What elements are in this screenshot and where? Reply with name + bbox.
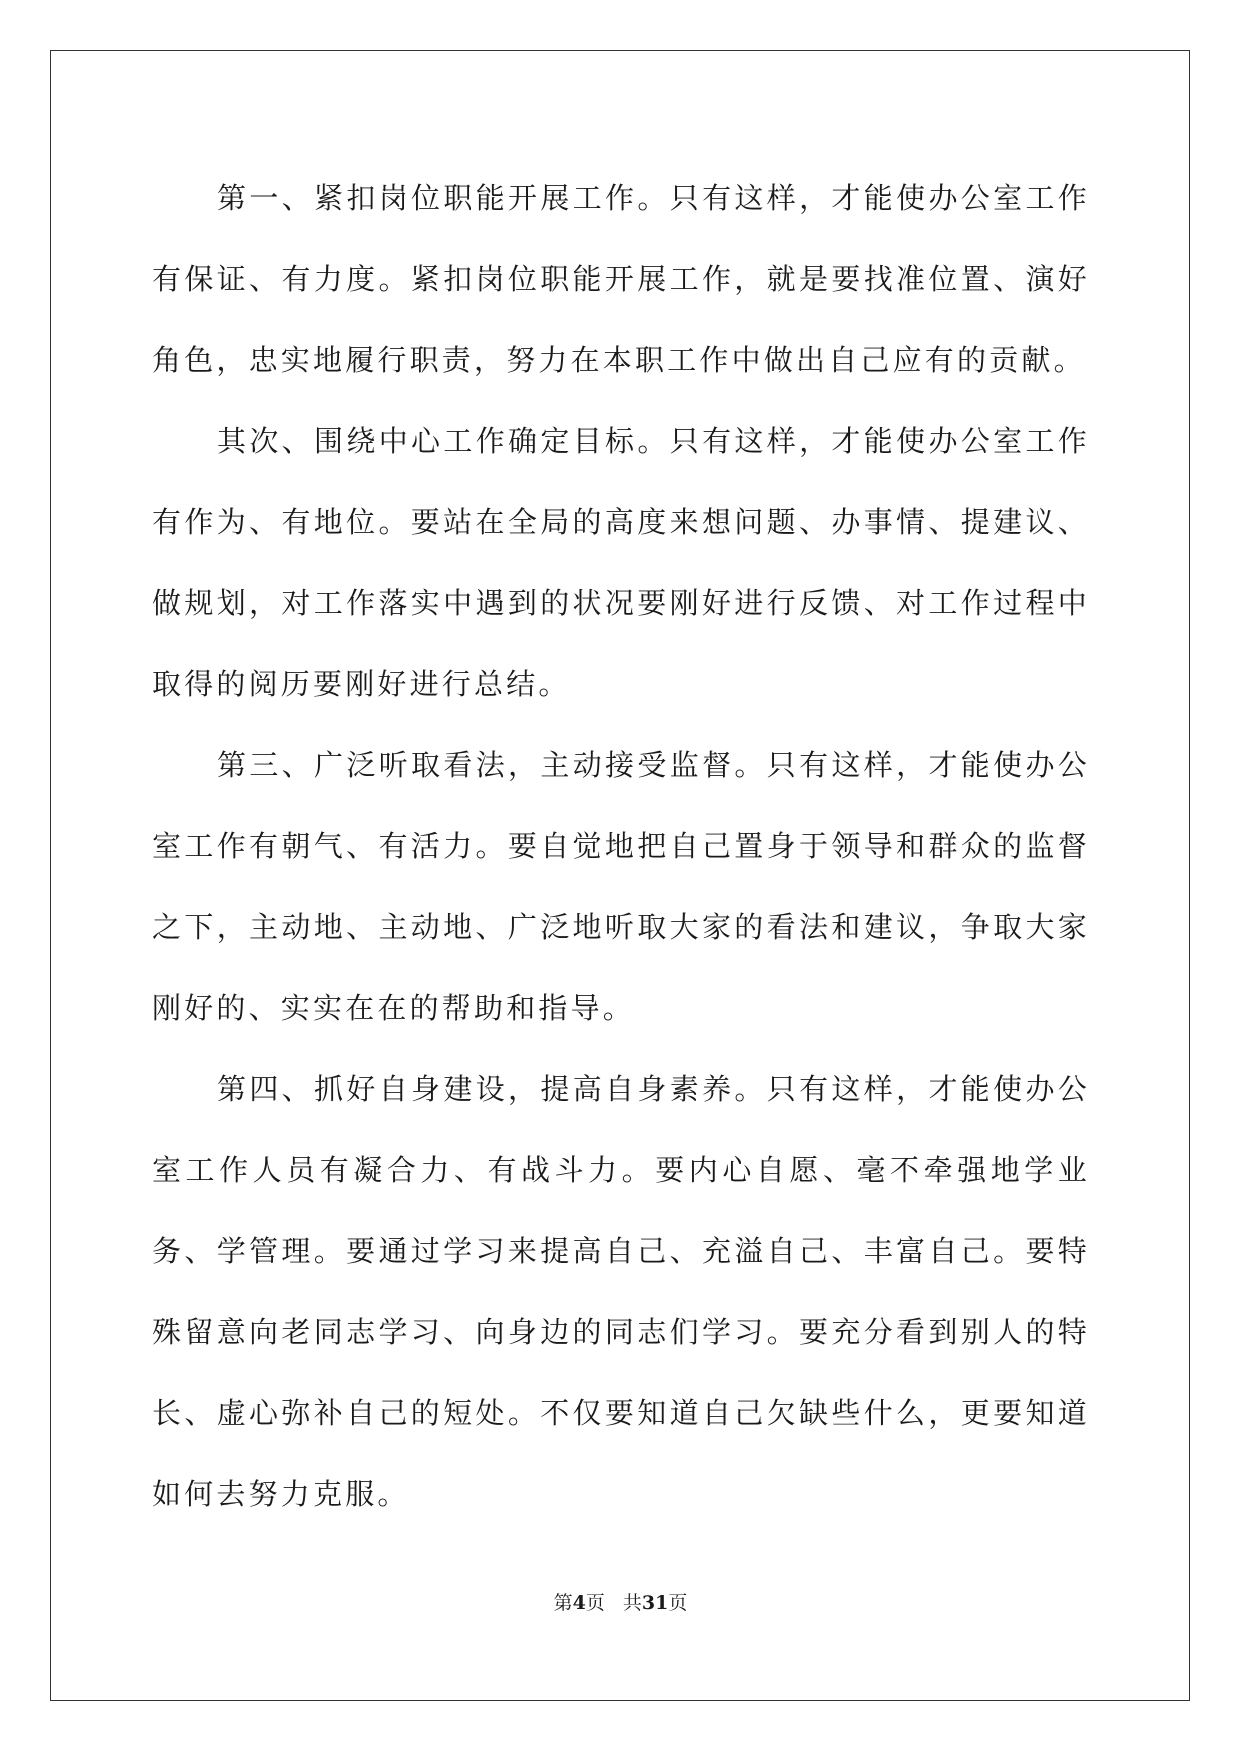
page-prefix: 第 <box>553 1592 573 1614</box>
page-suffix: 页 <box>585 1592 605 1614</box>
total-prefix: 共 <box>622 1592 642 1614</box>
paragraph-2: 其次、围绕中心工作确定目标。只有这样，才能使办公室工作有作为、有地位。要站在全局的高度来想问题、办事情、提建议、做规划，对工作落实中遇到的状况要刚好进行反馈、对工作过程中取得的阅历要刚好进行总结。 <box>152 424 1090 701</box>
paragraph-3: 第三、广泛听取看法，主动接受监督。只有这样，才能使办公室工作有朝气、有活力。要自觉地把自己置身于领导和群众的监督之下，主动地、主动地、广泛地听取大家的看法和建议，争取大家刚好的、实实在在的帮助和指导。 <box>152 748 1090 1025</box>
current-page-number: 4 <box>572 1592 586 1614</box>
total-page-count: 31 <box>641 1592 669 1614</box>
document-body <box>152 158 1090 1535</box>
paragraph-4: 第四、抓好自身建设，提高自身素养。只有这样，才能使办公室工作人员有凝合力、有战斗力。要内心自愿、毫不牵强地学业务、学管理。要通过学习来提高自己、充溢自己、丰富自己。要特殊留意向老同志学习、向身边的同志们学习。要充分看到别人的特长、虚心弥补自己的短处。不仅要知道自己欠缺些什么，更要知道如何去努力克服。 <box>152 1072 1090 1511</box>
total-suffix: 页 <box>668 1592 688 1614</box>
page-footer <box>0 1588 1241 1615</box>
paragraph-1: 第一、紧扣岗位职能开展工作。只有这样，才能使办公室工作有保证、有力度。紧扣岗位职能开展工作，就是要找准位置、演好角色，忠实地履行职责，努力在本职工作中做出自己应有的贡献。 <box>152 181 1090 377</box>
